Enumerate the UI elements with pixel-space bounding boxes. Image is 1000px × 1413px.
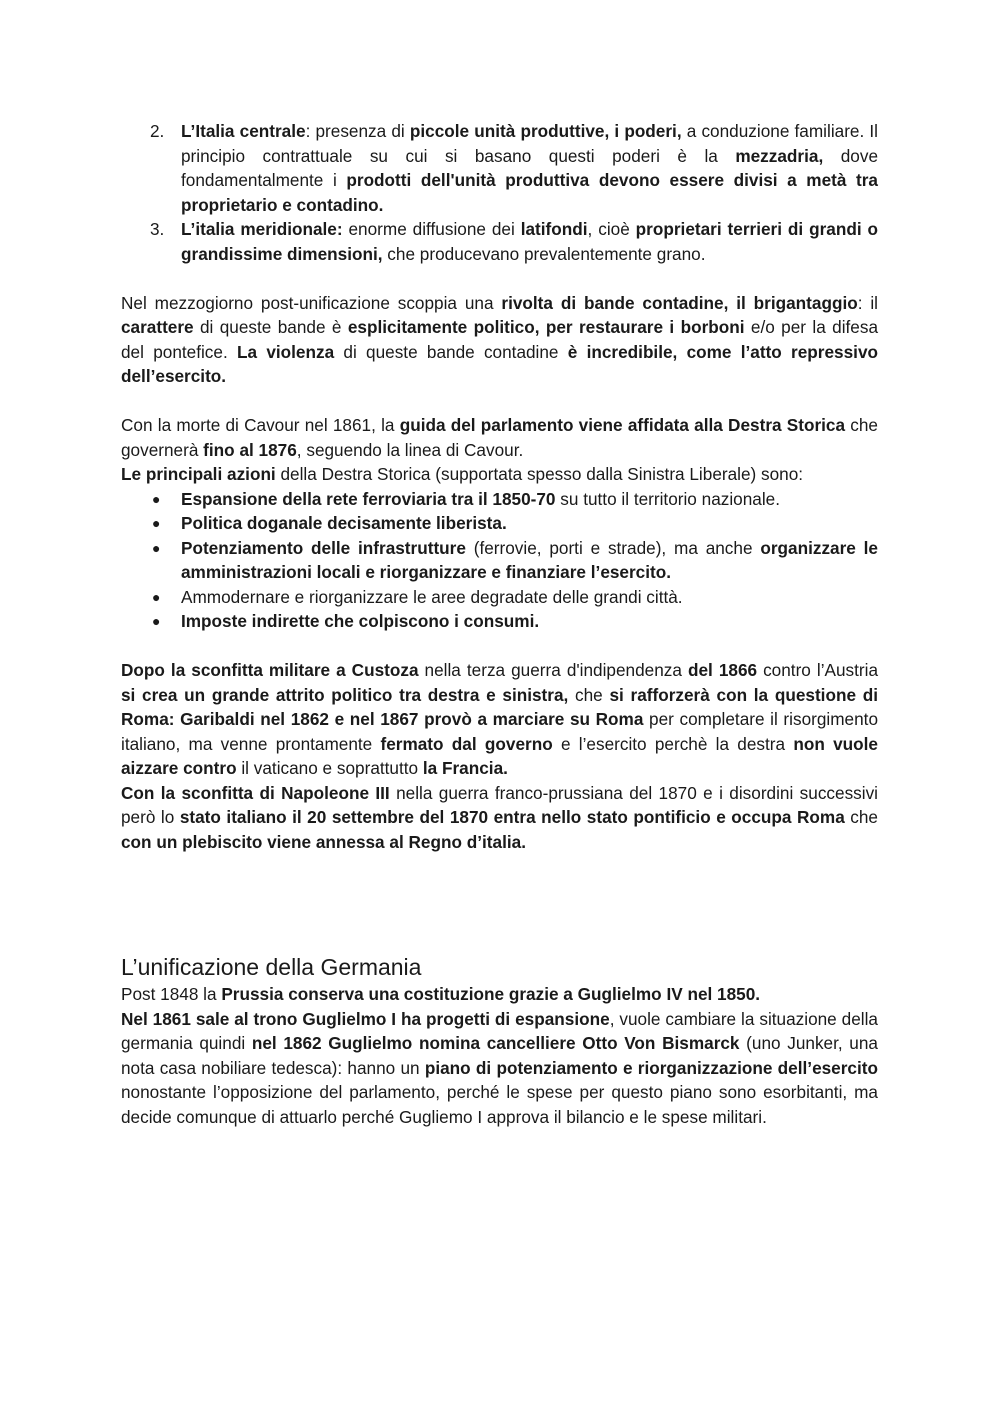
bold-text-run: Dopo la sconfitta militare a Custoza [121, 660, 419, 680]
bold-text-run: La violenza [237, 341, 335, 362]
text-run: , cioè [587, 219, 636, 239]
bullet-item-text [181, 587, 683, 607]
bold-text-run: è incredibile, come l’atto repressivo dell’esercito. [121, 341, 878, 386]
bullet-icon: ● [152, 539, 161, 556]
bold-text-run: si rafforzerà con la questione di Roma: Garibaldi nel 1862 e nel 1867 provò a marciare su Roma [121, 684, 878, 729]
bold-text-run: Prussia conserva una costituzione grazie a Guglielmo IV nel 1850. [221, 984, 761, 1004]
spacer [121, 634, 878, 659]
bold-text-run: Espansione della rete ferroviaria tra il 1850-70 [181, 488, 556, 509]
bullet-item [121, 609, 878, 634]
text-run: Post 1848 la [121, 984, 222, 1004]
spacer [121, 389, 878, 414]
text-run: , seguendo la linea di Cavour. [296, 439, 524, 460]
list-item-italia-centrale [121, 119, 878, 217]
bold-text-run: L’Italia centrale [181, 121, 306, 141]
bold-text-run: Le principali azioni [121, 464, 276, 484]
bold-text-run: Politica doganale decisamente liberista. [181, 513, 507, 533]
text-run: : presenza di [305, 121, 410, 141]
text-run: della Destra Storica (supportata spesso dalla Sinistra Liberale) sono: [275, 464, 804, 484]
bold-text-run: prodotti dell'unità produttiva devono essere divisi a metà tra proprietario e contadino. [181, 170, 878, 215]
destra-storica-paragraph [121, 413, 878, 462]
text-run: , vuole cambiare la situazione della germania quindi [121, 1008, 878, 1053]
list-item-italia-meridionale [121, 217, 878, 266]
bullet-icon: ● [152, 588, 161, 605]
bullet-item-text [181, 513, 507, 533]
roma-paragraph [121, 781, 878, 855]
bold-text-run: organizzare le amministrazioni locali e riorganizzare e finanziare l’esercito. [181, 537, 878, 582]
text-run: Nel mezzogiorno post-unificazione scoppia una [121, 292, 502, 313]
bold-text-run: piano di potenziamento e riorganizzazione dell’esercito [424, 1057, 878, 1078]
text-run: di queste bande è [193, 317, 348, 337]
bold-text-run: proprietari terrieri di grandi o grandissime dimensioni, [181, 219, 878, 264]
bullet-item-text [181, 611, 539, 631]
document-page [121, 119, 878, 1129]
germania-paragraph-1 [121, 982, 878, 1007]
text-run: nonostante l’opposizione del parlamento, perché le spese per questo piano sono esorbitanti, ma decide comunque di attuarlo perché Gugliemo I approva il bilancio e le spese militari. [121, 1082, 878, 1127]
bullet-icon: ● [152, 490, 161, 507]
text-run: Con la morte di Cavour nel 1861, la [121, 415, 400, 435]
text-run: e/o per la difesa del pontefice. [121, 317, 879, 362]
brigantaggio-paragraph [121, 291, 878, 389]
text-run: enorme diffusione dei [342, 219, 521, 239]
list-item-text [181, 219, 878, 264]
bold-text-run: nel 1862 Guglielmo nomina cancelliere Otto Von Bismarck [251, 1033, 740, 1053]
bold-text-run: piccole unità produttive, i poderi, [409, 121, 682, 141]
bold-text-run: L’italia meridionale: [181, 219, 343, 239]
azioni-bullet-list [121, 487, 878, 634]
italy-regions-list [121, 119, 878, 266]
bold-text-run: esplicitamente politico, per restaurare i borboni [347, 317, 745, 337]
bullet-item [121, 536, 878, 585]
text-run: che [844, 807, 878, 827]
bullet-item [121, 511, 878, 536]
text-run: il vaticano e soprattutto [236, 758, 423, 778]
list-item-text [181, 121, 878, 215]
text-run: che [568, 684, 610, 705]
spacer [121, 266, 878, 291]
bold-text-run: si crea un grande attrito politico tra destra e sinistra, [121, 684, 569, 705]
bold-text-run: stato italiano il 20 settembre del 1870 entra nello stato pontificio e occupa Roma [179, 807, 845, 827]
text-run: che producevano prevalentemente grano. [382, 243, 706, 264]
text-run: nella terza guerra d'indipendenza [418, 660, 688, 680]
bold-text-run: Potenziamento delle infrastrutture [181, 537, 466, 558]
text-run: contro l’Austria [757, 660, 879, 680]
text-run: (uno Junker, una nota casa nobiliare tedesca): hanno un [121, 1033, 878, 1078]
bold-text-run: del 1866 [687, 660, 758, 680]
bold-text-run: con un plebiscito viene annessa al Regno d’italia. [121, 831, 526, 852]
spacer [121, 854, 878, 952]
bullet-item [121, 585, 878, 610]
bold-text-run: la Francia. [422, 758, 508, 778]
bold-text-run: fino al 1876 [203, 439, 297, 460]
text-run: su tutto il territorio nazionale. [555, 488, 781, 509]
section-heading-germania: L’unificazione della Germania [121, 954, 422, 980]
bold-text-run: latifondi [520, 219, 588, 239]
bold-text-run: Nel 1861 sale al trono Guglielmo I ha progetti di espansione [121, 1008, 610, 1029]
bullet-item-text [181, 489, 780, 509]
bold-text-run: carattere [121, 317, 194, 337]
bullet-item-text [181, 538, 878, 583]
text-run: nella guerra franco-prussiana del 1870 e i disordini successivi però lo [121, 782, 878, 827]
text-run: dove fondamentalmente i [181, 145, 879, 190]
text-run: per completare il risorgimento italiano, ma venne prontamente [121, 709, 878, 754]
text-run: che governerà [121, 415, 878, 460]
text-run: di queste bande contadine [334, 341, 568, 362]
bold-text-run: mezzadria, [735, 145, 824, 166]
bold-text-run: guida del parlamento viene affidata alla Destra Storica [399, 415, 846, 435]
text-run: Ammodernare e riorganizzare le aree degradate delle grandi città. [181, 586, 683, 607]
list-number: 2. [150, 121, 165, 141]
text-run: a conduzione familiare. Il principio contrattuale su cui si basano questi poderi è la [181, 121, 878, 166]
bullet-item [121, 487, 878, 512]
bold-text-run: Imposte indirette che colpiscono i consumi. [181, 611, 540, 631]
list-number: 3. [150, 219, 165, 239]
germania-paragraph-2 [121, 1007, 878, 1130]
text-run: : il [857, 292, 879, 313]
bullet-icon: ● [152, 515, 161, 531]
bold-text-run: non vuole aizzare contro [121, 733, 878, 778]
text-run: e l’esercito perchè la destra [552, 733, 794, 754]
text-run: (ferrovie, porti e strade), ma anche [465, 537, 761, 558]
bold-text-run: rivolta di bande contadine, il brigantaggio [501, 292, 858, 313]
bold-text-run: Con la sconfitta di Napoleone III [121, 782, 390, 803]
custoza-paragraph [121, 658, 878, 781]
bullet-icon: ● [152, 613, 161, 629]
bold-text-run: fermato dal governo [380, 733, 553, 754]
azioni-intro-paragraph [121, 462, 878, 487]
